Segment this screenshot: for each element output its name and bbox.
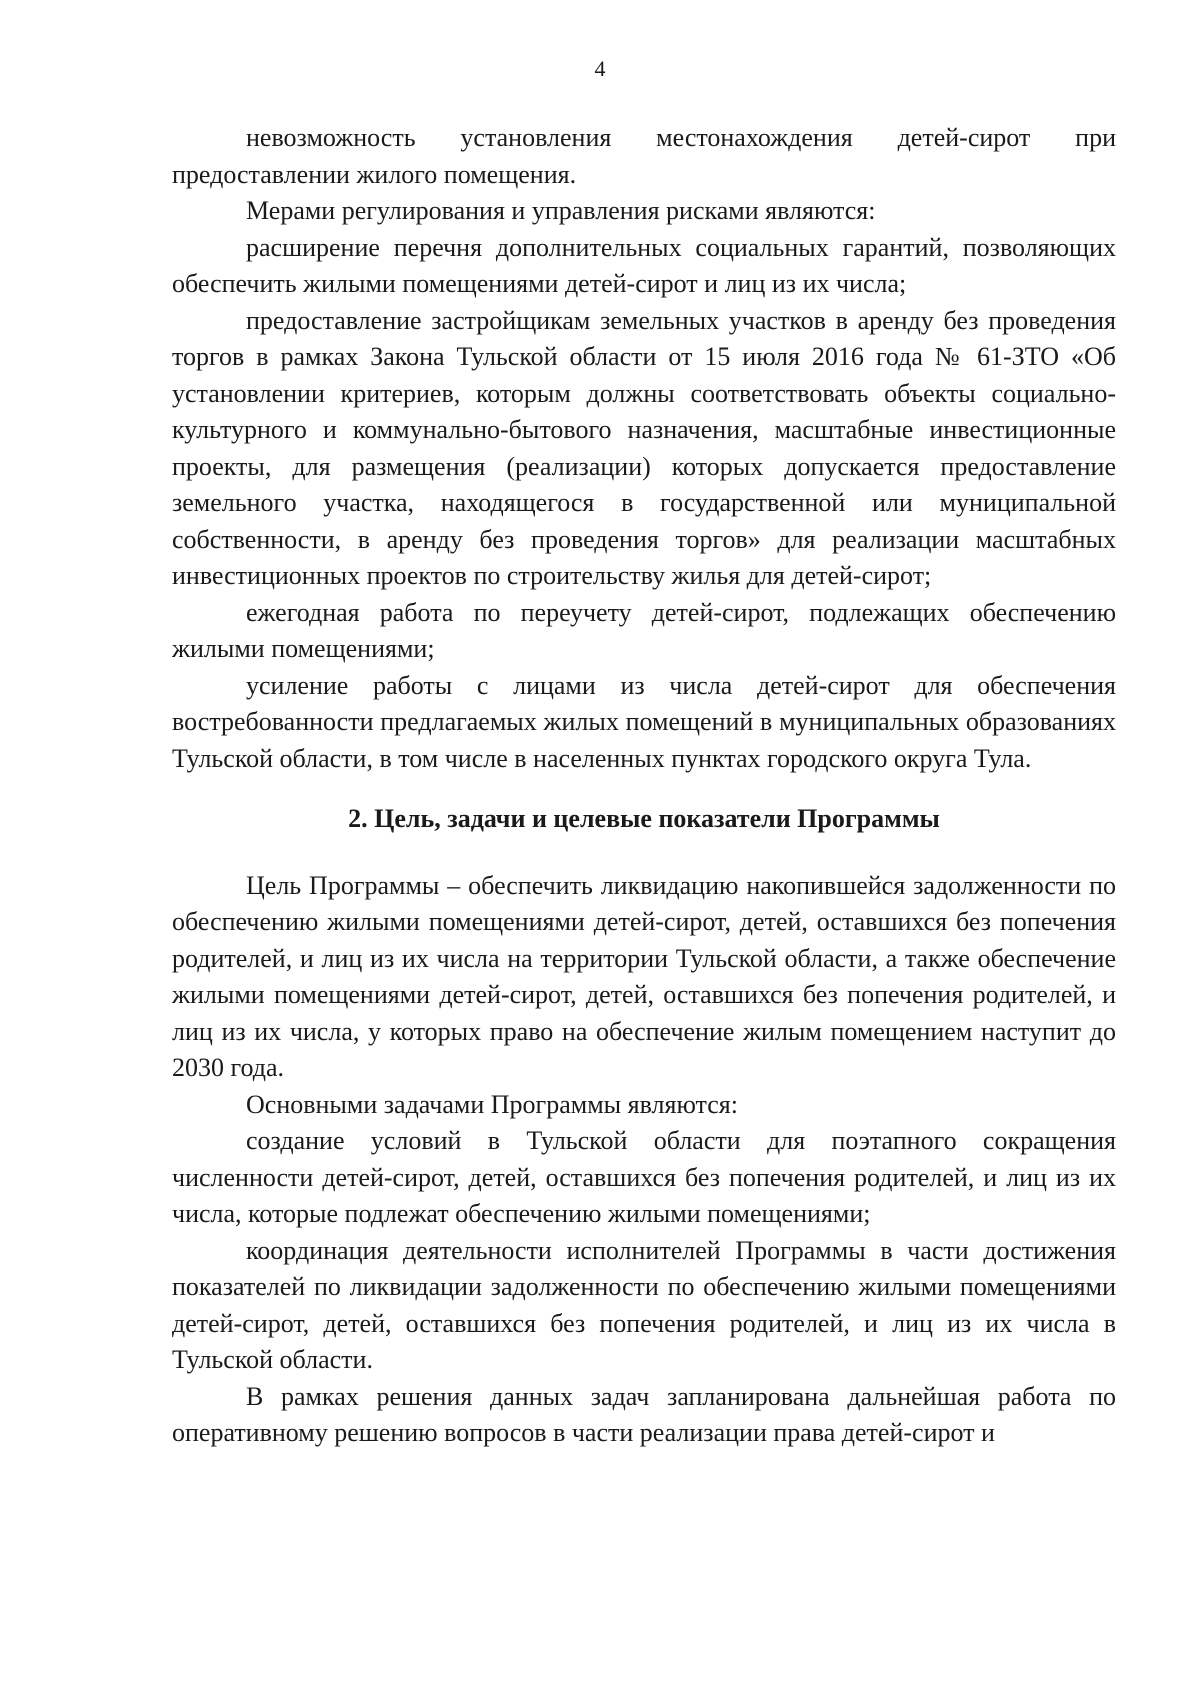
paragraph-measure-demand-work: усиление работы с лицами из числа детей-сирот для обеспечения востребованности предлагаемых жилых помещений в муниципальных образованиях Тульской области, в том числе в населенных пунктах городского округа Тула.: [172, 670, 1116, 773]
paragraph-program-goal: Цель Программы – обеспечить ликвидацию накопившейся задолженности по обеспечению жилыми помещениями детей-сирот, детей, оставшихся без попечения родителей, и лиц из их числа на территории Тульской области, а также обеспечение жилыми помещениями детей-сирот, детей, оставшихся без попечения родителей, и лиц из их числа, у которых право на обеспечение жилым помещением наступит до 2030 года.: [172, 870, 1116, 1082]
section-heading: 2. Цель, задачи и целевые показатели Программы: [348, 804, 940, 833]
paragraph-risk-impossibility: невозможность установления местонахождения детей-сирот при предоставлении жилого помещения.: [172, 123, 1116, 189]
paragraph-measure-guarantees: расширение перечня дополнительных социальных гарантий, позволяющих обеспечить жилыми помещениями детей-сирот и лиц из их числа;: [172, 232, 1116, 298]
paragraph-task-coordination: координация деятельности исполнителей Программы в части достижения показателей по ликвидации задолженности по обеспечению жилыми помещениями детей-сирот, детей, оставшихся без попечения родителей, и лиц из их числа в Тульской области.: [172, 1235, 1116, 1374]
paragraph-measure-land-lease: предоставление застройщикам земельных участков в аренду без проведения торгов в рамках Закона Тульской области от 15 июля 2016 года № 61-ЗТО «Об установлении критериев, которым должны соответствовать объекты социально-культурного и коммунально-бытового назначения, масштабные инвестиционные проекты, для размещения (реализации) которых допускается предоставление земельного участка, находящегося в государственной или муниципальной собственности, в аренду без проведения торгов» для реализации масштабных инвестиционных проектов по строительству жилья для детей-сирот;: [172, 305, 1116, 590]
document-body: [172, 120, 1116, 1452]
page-number: 4: [594, 56, 606, 81]
paragraph-task-conditions: создание условий в Тульской области для поэтапного сокращения численности детей-сирот, детей, оставшихся без попечения родителей, и лиц из их числа, которые подлежат обеспечению жилыми помещениями;: [172, 1126, 1116, 1228]
paragraph-further-work: В рамках решения данных задач запланирована дальнейшая работа по оперативному решению вопросов в части реализации права детей-сирот и: [172, 1381, 1116, 1447]
paragraph-risk-measures-intro: Мерами регулирования и управления рисками являются:: [246, 196, 876, 225]
paragraph-measure-annual-recount: ежегодная работа по переучету детей-сирот, подлежащих обеспечению жилыми помещениями;: [172, 597, 1116, 663]
paragraph-tasks-intro: Основными задачами Программы являются:: [246, 1089, 738, 1119]
